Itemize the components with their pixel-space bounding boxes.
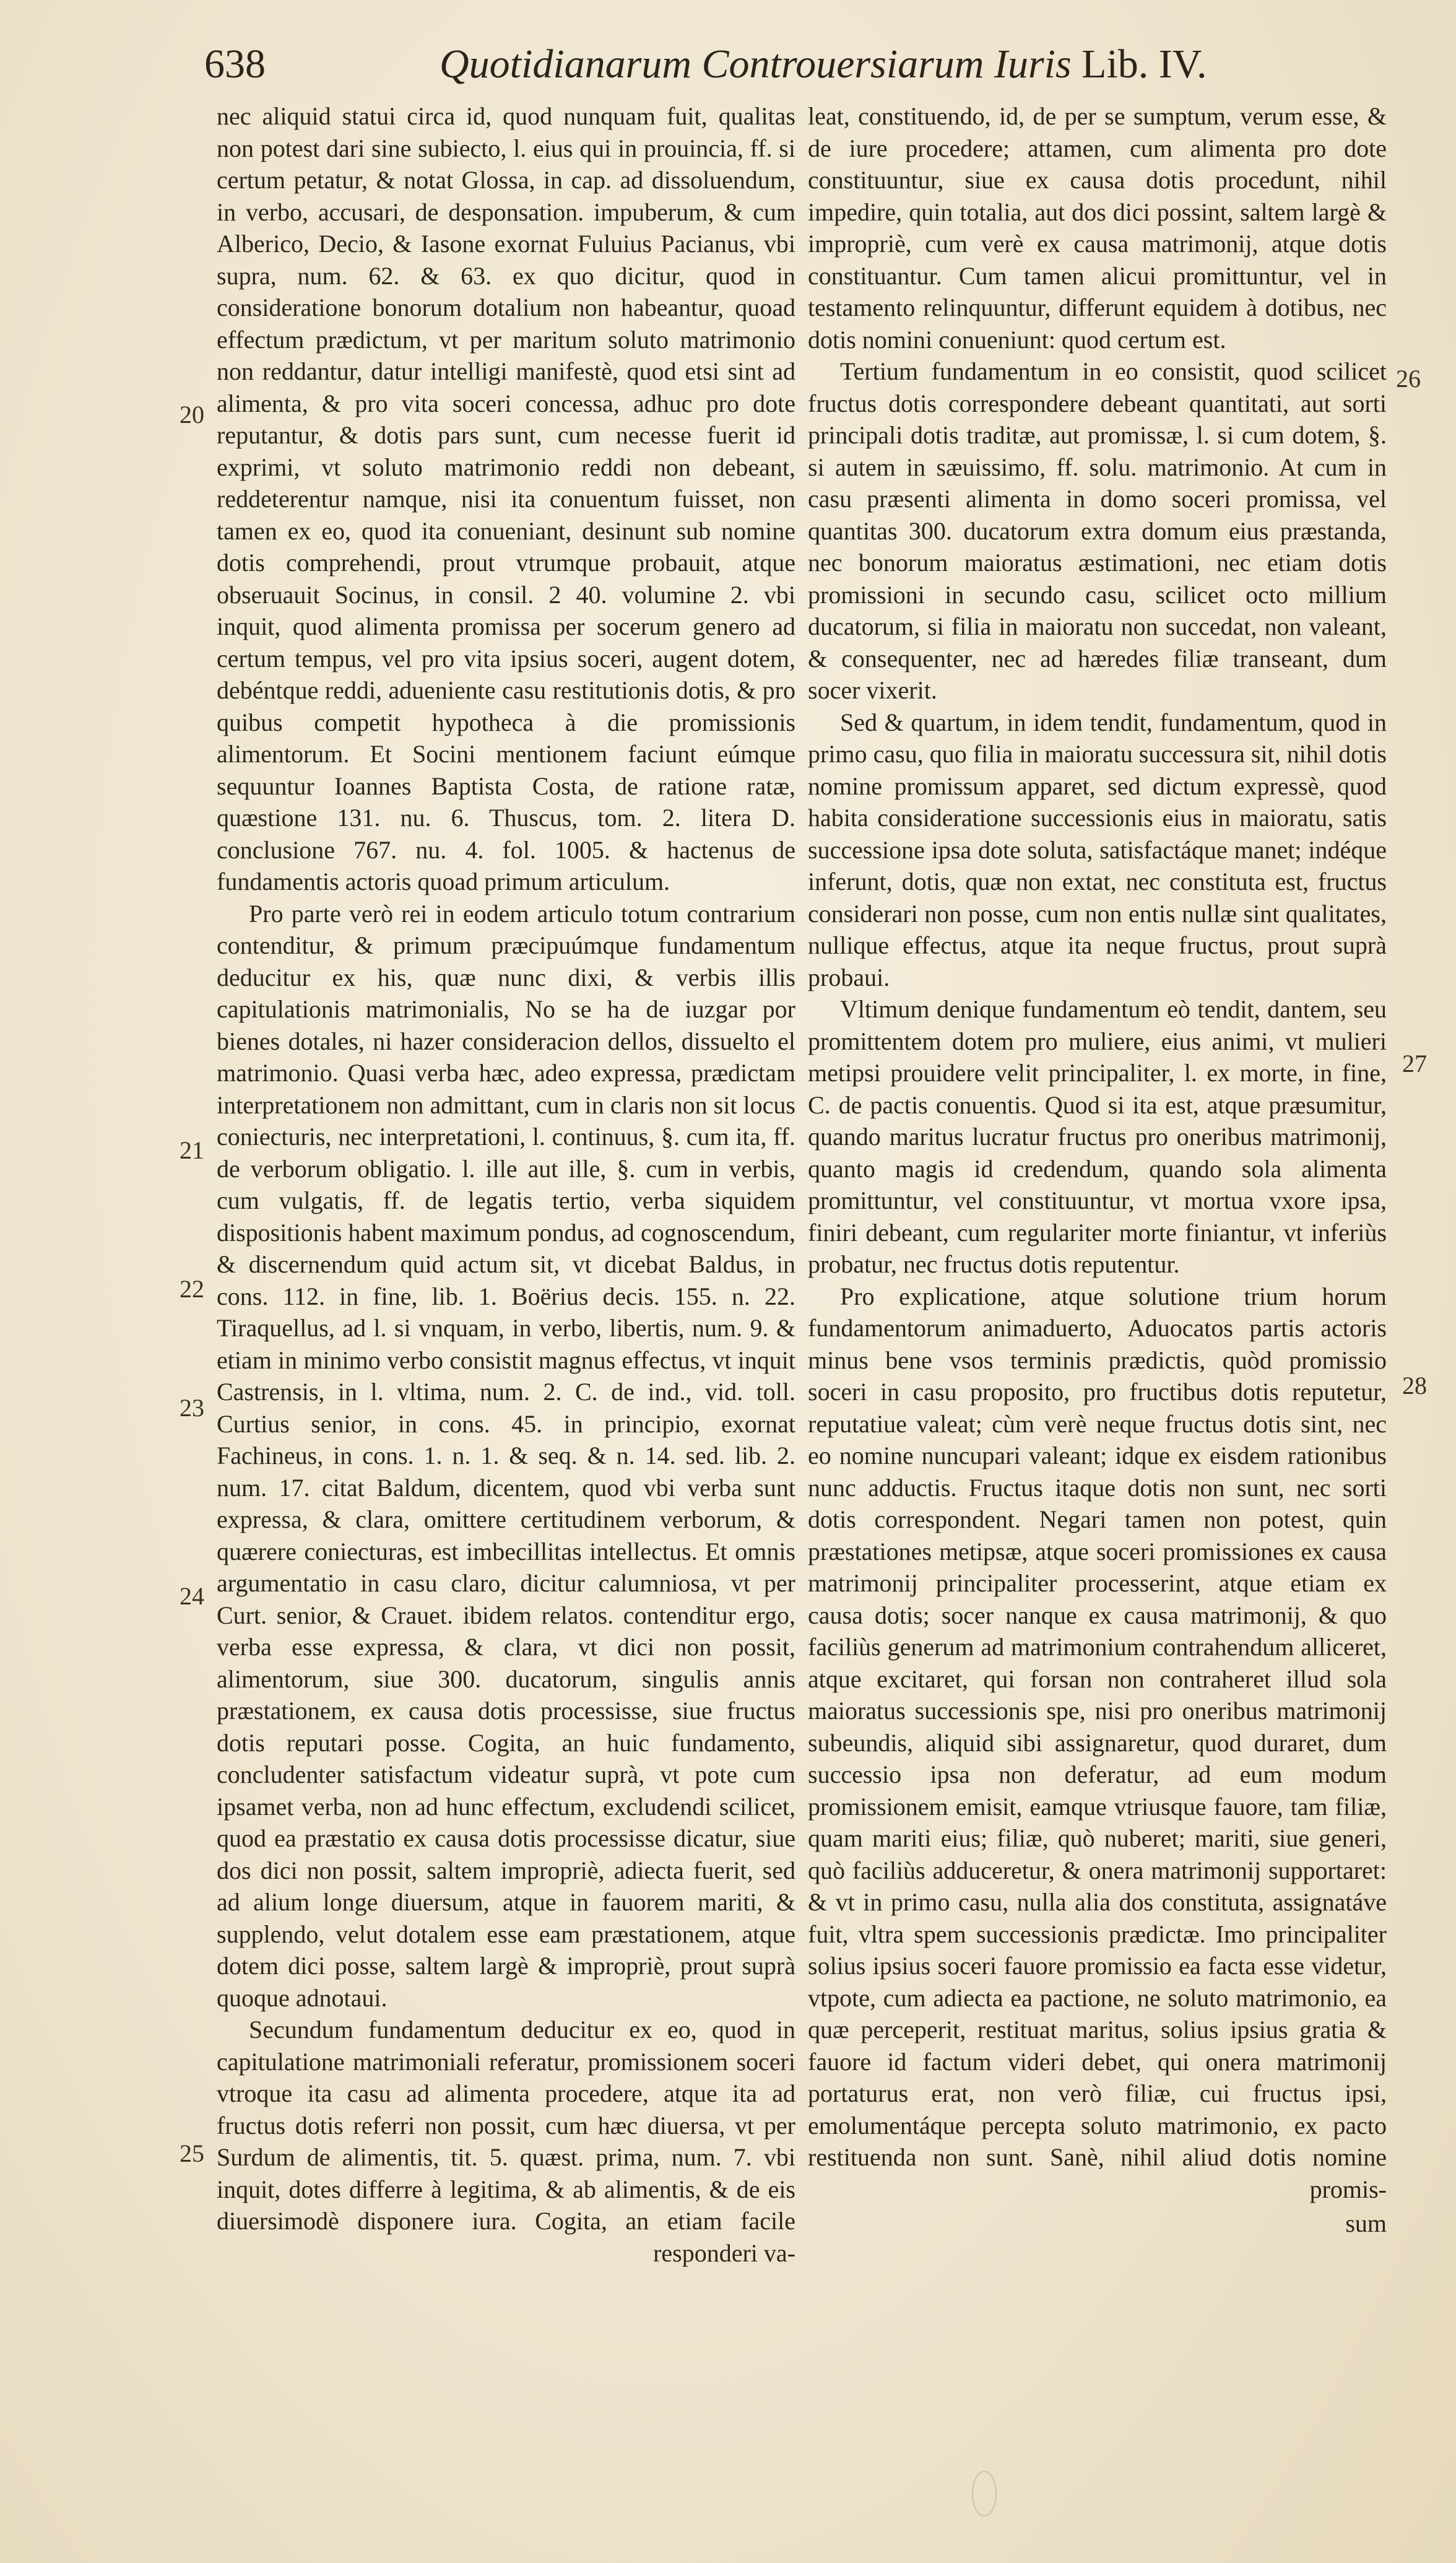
paragraph: nec aliquid statui circa id, quod nunquam fuit, qualitas non potest dari sine subiecto, l. eius qui in prouincia, ff. si certum petatur, & notat Glossa, in cap. ad dissoluendum, in verbo, accusari, de desponsation. impuberum, & cum Alberico, Decio, & Iasone exornat Fuluius Pacianus, vbi supra, num. 62. & 63. ex quo dicitur, quod in consideratione bonorum dotalium non habeantur, quoad effectum prædictum, vt per maritum soluto matrimonio non reddantur, datur intelligi manifestè, quod etsi sint ad alimenta, & pro vita soceri concessa, adhuc pro dote reputantur, & dotis pars sunt, cum necesse fuerit id exprimi, vt soluto matrimonio reddi non debeant, reddeterentur namque, nisi ita conuentum fuisset, non tamen ex eo, quod ita conueniant, desinunt sub nomine dotis comprehendi, prout vtrumque probauit, atque obseruauit Socinus, in consil. 2 40. volumine 2. vbi inquit, quod alimenta promissa per socerum genero ad certum tempus, vel pro vita ipsius soceri, augent dotem, debéntque reddi, adueniente casu restitutionis dotis, & pro quibus competit hypotheca à die promissionis alimentorum. Et Socini mentionem faciunt eúmque sequuntur Ioannes Baptista Costa, de ratione ratæ, quæstione 131. nu. 6. Thuscus, tom. 2. litera D. conclusione 767. nu. 4. fol. 1005. & hactenus de fundamentis actoris quoad primum articulum. <box>217 102 795 895</box>
margin-number: 21 <box>180 1136 204 1164</box>
margin-number: 28 <box>1402 1372 1427 1399</box>
margin-number: 20 <box>180 401 204 429</box>
paragraph: Pro explicatione, atque solutione trium horum fundamentorum animaduerto, Aduocatos partis actoris minus bene vsos terminis prædictis, quòd promissio soceri in casu proposito, pro fructibus dotis reputetur, reputatiue valeat; cùm verè neque fructus dotis sint, nec eo nomine nuncupari valeant; idque ex eisdem rationibus nunc adductis. Fructus itaque dotis non sunt, nec sorti dotis correspondent. Negari tamen non potest, quin præstationes metipsæ, atque soceri promissiones ex causa matrimonij principaliter processerint, atque etiam ex causa dotis; socer nanque ex causa matrimonij, & quo faciliùs generum ad matrimonium contrahendum alliceret, atque excitaret, qui forsan non contraheret illud sola maioratus successionis spe, nisi pro oneribus matrimonij subeundis, aliquid sibi assignaretur, quod duraret, dum successio ipsa non deferatur, ad eum modum promissionem emisit, eamque vtriusque fauore, tam filiæ, quam mariti eius; filiæ, quò nuberet; mariti, siue generi, quò faciliùs adduceretur, & onera matrimonij supportaret: & vt in primo casu, nulla alia dos constituta, assignatáve fuit, vltra spem successionis prædictæ. Imo principaliter solius ipsius soceri fauore promissio ea facta esse videtur, vtpote, cum adiecta ea pactione, ne soluto matrimonio, ea quæ perceperit, restituat maritus, solius ipsius gratia & fauore id factum videri debet, qui onera matrimonij portaturus erat, non verò filiæ, cui fructus ipsi, emolumentáque percepta soluto matrimonio, ex pacto restituenda non sunt. Sanè, nihil aliud dotis nomine promis- <box>808 1282 1387 2203</box>
margin-number: 25 <box>180 2139 204 2167</box>
left-column <box>217 100 795 2515</box>
paragraph: Vltimum denique fundamentum eò tendit, dantem, seu promittentem dotem pro muliere, eius animi, vt mulieri metipsi prouidere velit principaliter, l. ex morte, in fine, C. de pactis conuentis. Quod si ita est, atque præsumitur, quando maritus lucratur fructus pro oneribus matrimonij, quanto magis id credendum, quando sola alimenta promittuntur, vel constituuntur, vt mortua vxore ipsa, finiri debeant, cum regulariter morte finiantur, vt inferiùs probatur, nec fructus dotis reputentur. <box>808 995 1387 1278</box>
margin-number: 24 <box>180 1582 204 1610</box>
margin-number: 22 <box>180 1275 204 1303</box>
book-label: Lib. IV. <box>1081 41 1207 87</box>
paragraph: Pro parte verò rei in eodem articulo totum contrarium contenditur, & primum præcipuúmque fundamentum deducitur ex his, quæ nunc dixi, & verbis illis capitulationis matrimonialis, No se ha de iuzgar por bienes dotales, ni hazer consideracion dellos, dissuelto el matrimonio. Quasi verba hæc, adeo expressa, prædictam interpretationem non admittant, cum in claris non sit locus coniecturis, nec interpretationi, l. continuus, §. cum ita, ff. de verborum obligatio. l. ille aut ille, §. cum in verbis, cum vulgatis, ff. de legatis tertio, verba siquidem dispositionis habent maximum pondus, ad cognoscendum, & discernendum quid actum sit, vt dicebat Baldus, in cons. 112. in fine, lib. 1. Boërius decis. 155. n. 22. Tiraquellus, ad l. si vnquam, in verbo, libertis, num. 9. & etiam in minimo verbo consistit magnus effectus, vt inquit Castrensis, in l. vltima, num. 2. C. de ind., vid. toll. Curtius senior, in cons. 45. in principio, exornat Fachineus, in cons. 1. n. 1. & seq. & n. 14. sed. lib. 2. num. 17. citat Baldum, dicentem, quod vbi verba sunt expressa, & clara, omittere certitudinem verborum, & quærere coniecturas, est imbecillitas intellectus. Et omnis argumentatio in casu claro, dicitur calumniosa, vt per Curt. senior, & Crauet. ibidem relatos. contenditur ergo, verba esse expressa, & clara, vt dici non possit, alimentorum, siue 300. ducatorum, singulis annis præstationem, ex causa dotis processisse, siue fructus dotis reputari posse. Cogita, an huic fundamento, concludenter satisfactum videatur suprà, vt pote cum ipsamet verba, non ad hunc effectum, excludendi scilicet, quod ea præstatio ex causa dotis processisse dicatur, siue dos dici non possit, saltem impropriè, adiecta fuerit, sed ad alium longe diuersum, atque in fauorem mariti, & supplendo, velut dotalem esse eam præstationem, atque dotem dici posse, saltem largè & impropriè, prout suprà quoque adnotaui. <box>217 899 795 2012</box>
running-title <box>440 40 1207 89</box>
margin-number: 26 <box>1396 365 1421 393</box>
catchword: sum <box>1345 2209 1387 2237</box>
page-header <box>204 40 1226 89</box>
margin-number: 27 <box>1402 1050 1427 1077</box>
paper-stain <box>972 2471 997 2517</box>
paragraph: Sed & quartum, in idem tendit, fundamentum, quod in primo casu, quo filia in maioratu successura sit, nihil dotis nomine promissum apparet, sed dictum expressè, quod habita consideratione successionis eius in maioratu, satis successione ipsa dote soluta, satisfactáque manet; indéque inferunt, dotis, quæ non extat, nec constituta est, fructus considerari non posse, cum non entis nullæ sint qualitates, nullique effectus, atque ita neque fructus, prout suprà probaui. <box>808 708 1387 991</box>
paragraph: leat, constituendo, id, de per se sumptum, verum esse, & de iure procedere; attamen, cum alimenta pro dote constituuntur, siue ex causa dotis procedunt, nihil impedire, quin totalia, aut dos dici possint, saltem largè & impropriè, cum verè ex causa matrimonij, atque dotis constituantur. Cum tamen alicui promittuntur, vel in testamento relinquuntur, differunt equidem à dotibus, nec dotis nomini conueniunt: quod certum est. <box>808 102 1387 354</box>
paragraph: Tertium fundamentum in eo consistit, quod scilicet fructus dotis correspondere debeant quantitati, aut sorti principali dotis traditæ, aut promissæ, l. si cum dotem, §. si autem in sæuissimo, ff. solu. matrimonio. At cum in casu præsenti alimenta in domo soceri promissa, vel quantitas 300. ducatorum extra domum eius præstanda, nec bonorum maioratus æstimationi, nec etiam dotis promissioni in secundo casu, scilicet octo millium ducatorum, si filia in maioratu non succedat, non valeant, & consequenter, nec ad hæredes filiæ transeant, dum socer vixerit. <box>808 357 1387 704</box>
page-number: 638 <box>204 41 266 87</box>
right-column <box>808 100 1387 2515</box>
margin-number: 23 <box>180 1394 204 1422</box>
running-title-text: Quotidianarum Controuersiarum Iuris <box>440 41 1072 87</box>
paragraph: Secundum fundamentum deducitur ex eo, quod in capitulatione matrimoniali referatur, promissionem soceri vtroque ita casu ad alimenta procedere, atque ita ad fructus dotis referri non possit, cum hæc diuersa, vt per Surdum de alimentis, tit. 5. quæst. prima, num. 7. vbi inquit, dotes differre à legitima, & ab alimentis, & de eis diuersimodè disponere iura. Cogita, an etiam facile responderi va- <box>217 2016 795 2267</box>
